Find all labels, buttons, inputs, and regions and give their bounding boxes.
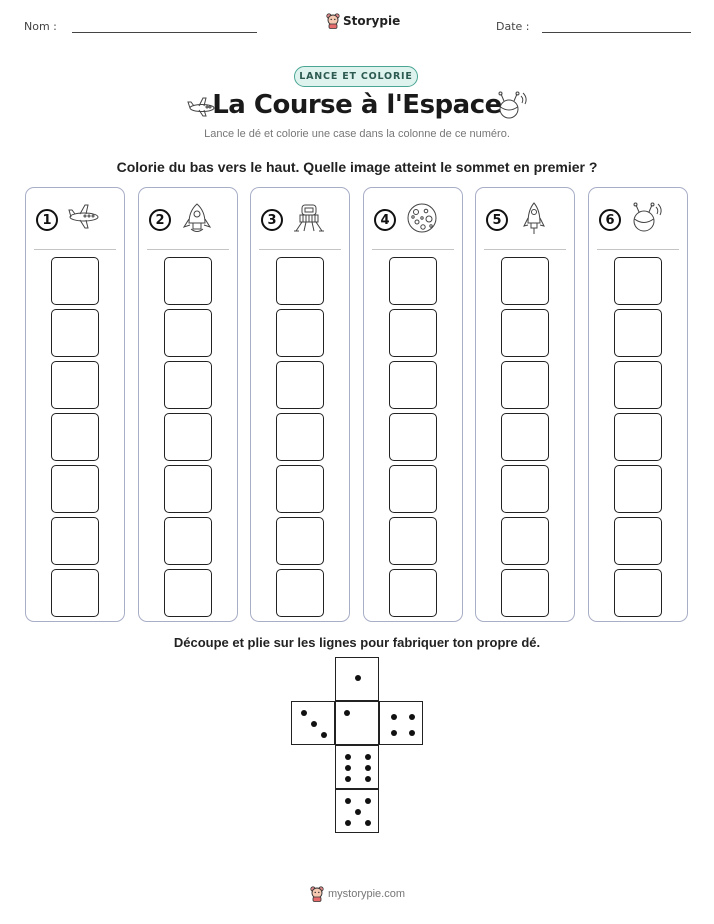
column-divider xyxy=(372,249,454,250)
color-box[interactable] xyxy=(614,465,662,513)
page-title: La Course à l'Espace xyxy=(212,90,502,120)
die-face-right xyxy=(379,701,423,745)
color-box[interactable] xyxy=(164,257,212,305)
color-box[interactable] xyxy=(51,517,99,565)
race-column-4 xyxy=(363,187,463,622)
color-box[interactable] xyxy=(51,569,99,617)
rocket-ship-icon xyxy=(516,201,552,240)
race-column-3 xyxy=(250,187,350,622)
die-pip xyxy=(345,820,351,826)
activity-badge: LANCE ET COLORIE xyxy=(294,66,418,87)
color-box[interactable] xyxy=(389,309,437,357)
die-pip xyxy=(301,710,307,716)
color-box[interactable] xyxy=(389,569,437,617)
die-pip xyxy=(355,675,361,681)
column-divider xyxy=(147,249,229,250)
race-column-5 xyxy=(475,187,575,622)
color-box[interactable] xyxy=(501,361,549,409)
color-box[interactable] xyxy=(501,257,549,305)
die-face-top xyxy=(335,657,379,701)
color-box[interactable] xyxy=(276,413,324,461)
die-pip xyxy=(344,710,350,716)
die-pip xyxy=(345,798,351,804)
die-face-center xyxy=(335,701,379,745)
footer-url: mystorypie.com xyxy=(328,888,406,900)
color-box[interactable] xyxy=(276,257,324,305)
die-pip xyxy=(365,798,371,804)
die-pip xyxy=(345,765,351,771)
color-box[interactable] xyxy=(276,465,324,513)
color-box[interactable] xyxy=(164,361,212,409)
die-pip xyxy=(409,714,415,720)
bear-mascot-icon xyxy=(326,13,340,29)
column-number: 6 xyxy=(599,209,621,231)
color-box[interactable] xyxy=(614,569,662,617)
die-pip xyxy=(355,809,361,815)
column-divider xyxy=(34,249,116,250)
date-line[interactable] xyxy=(542,32,691,33)
brand-name: Storypie xyxy=(343,14,401,28)
name-label: Nom : xyxy=(24,20,57,33)
die-pip xyxy=(321,732,327,738)
column-divider xyxy=(259,249,341,250)
race-column-6 xyxy=(588,187,688,622)
color-box[interactable] xyxy=(389,465,437,513)
color-box[interactable] xyxy=(276,517,324,565)
column-number: 3 xyxy=(261,209,283,231)
column-header xyxy=(486,202,568,238)
column-number: 4 xyxy=(374,209,396,231)
die-pip xyxy=(365,754,371,760)
satellite-decoration-icon xyxy=(494,90,530,122)
color-box[interactable] xyxy=(614,361,662,409)
color-box[interactable] xyxy=(51,413,99,461)
color-box[interactable] xyxy=(501,465,549,513)
color-box[interactable] xyxy=(276,309,324,357)
column-number: 2 xyxy=(149,209,171,231)
color-box[interactable] xyxy=(164,413,212,461)
die-pip xyxy=(365,765,371,771)
color-box[interactable] xyxy=(614,309,662,357)
footer xyxy=(310,886,405,902)
die-pip xyxy=(345,776,351,782)
die-pip xyxy=(311,721,317,727)
column-header xyxy=(599,202,681,238)
rocket-icon xyxy=(179,201,215,240)
date-label: Date : xyxy=(496,20,530,33)
color-box[interactable] xyxy=(389,257,437,305)
satellite-icon xyxy=(629,201,665,240)
color-box[interactable] xyxy=(501,309,549,357)
color-box[interactable] xyxy=(389,361,437,409)
die-face-left xyxy=(291,701,335,745)
lunar-lander-icon xyxy=(291,201,327,240)
column-number: 5 xyxy=(486,209,508,231)
color-box[interactable] xyxy=(51,309,99,357)
cut-instruction: Découpe et plie sur les lignes pour fabriquer ton propre dé. xyxy=(173,635,541,650)
color-box[interactable] xyxy=(389,517,437,565)
color-box[interactable] xyxy=(164,465,212,513)
color-box[interactable] xyxy=(389,413,437,461)
die-face-bottom xyxy=(335,789,379,833)
column-number: 1 xyxy=(36,209,58,231)
color-box[interactable] xyxy=(51,257,99,305)
color-box[interactable] xyxy=(164,517,212,565)
brand-logo xyxy=(326,13,400,29)
page-subtitle: Lance le dé et colorie une case dans la colonne de ce numéro. xyxy=(204,128,510,140)
column-divider xyxy=(484,249,566,250)
color-box[interactable] xyxy=(164,569,212,617)
color-box[interactable] xyxy=(276,569,324,617)
color-box[interactable] xyxy=(51,465,99,513)
footer-bear-icon xyxy=(310,886,324,902)
column-header xyxy=(261,202,343,238)
column-header xyxy=(374,202,456,238)
column-divider xyxy=(597,249,679,250)
column-header xyxy=(149,202,231,238)
die-pip xyxy=(345,754,351,760)
race-column-1 xyxy=(25,187,125,622)
die-pip xyxy=(391,714,397,720)
die-pip xyxy=(365,776,371,782)
race-column-2 xyxy=(138,187,238,622)
color-box[interactable] xyxy=(614,517,662,565)
moon-icon xyxy=(404,201,440,240)
color-box[interactable] xyxy=(614,413,662,461)
color-box[interactable] xyxy=(501,413,549,461)
color-box[interactable] xyxy=(276,361,324,409)
color-box[interactable] xyxy=(164,309,212,357)
die-pip xyxy=(409,730,415,736)
color-box[interactable] xyxy=(501,517,549,565)
coloring-instruction: Colorie du bas vers le haut. Quelle image atteint le sommet en premier ? xyxy=(116,159,598,175)
die-pip xyxy=(365,820,371,826)
color-box[interactable] xyxy=(501,569,549,617)
name-line[interactable] xyxy=(72,32,257,33)
color-box[interactable] xyxy=(614,257,662,305)
column-header xyxy=(36,202,118,238)
die-face-lower xyxy=(335,745,379,789)
die-pip xyxy=(391,730,397,736)
color-box[interactable] xyxy=(51,361,99,409)
airplane-icon xyxy=(66,201,102,240)
